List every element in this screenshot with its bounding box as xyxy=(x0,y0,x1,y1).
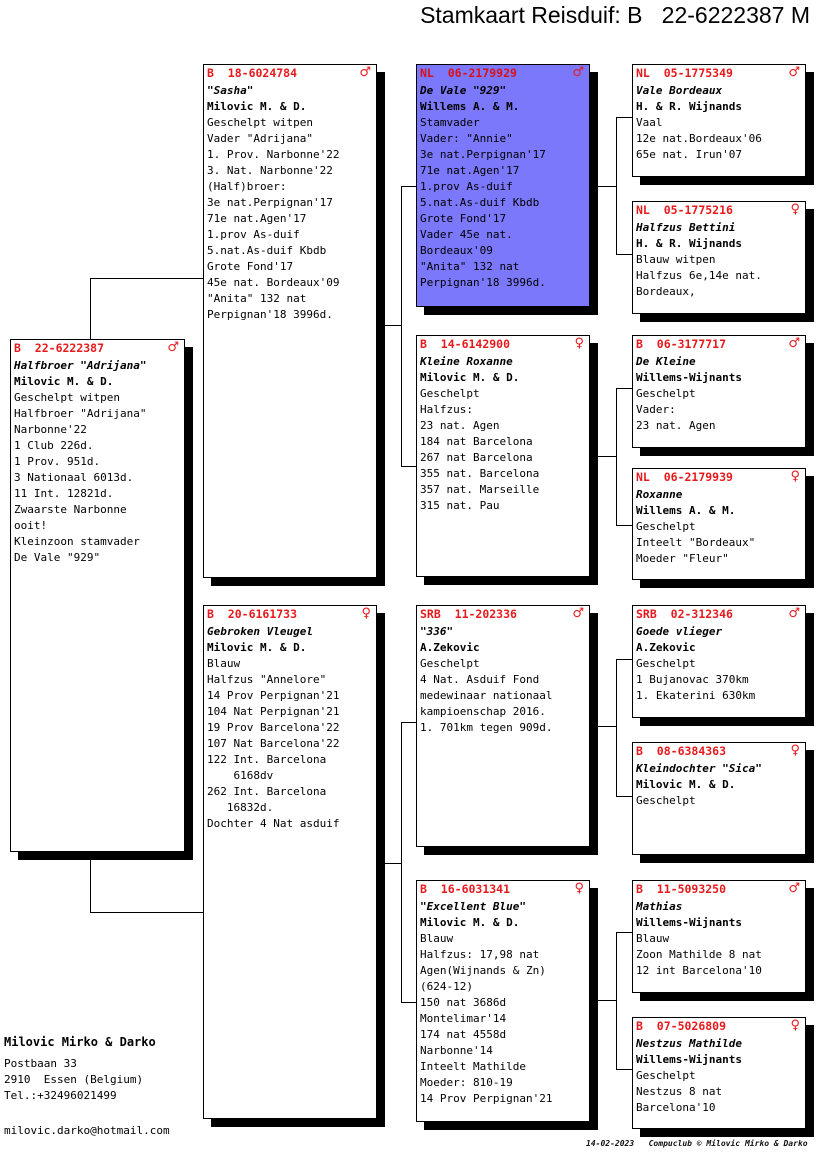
connector-line xyxy=(616,659,632,660)
card-header xyxy=(420,882,585,896)
connector-line xyxy=(590,1000,616,1001)
pigeon-detail-line: Vader: xyxy=(636,403,676,416)
pigeon-name: Gebroken Vleugel xyxy=(207,625,313,638)
pigeon-detail-line: Perpignan'18 3996d. xyxy=(420,276,546,289)
pigeon-detail-line: 6168dv xyxy=(207,769,274,782)
pigeon-detail-line: Geschelpt xyxy=(636,1069,696,1082)
pigeon-detail-line: 1. 701km tegen 909d. xyxy=(420,721,553,734)
connector-line xyxy=(401,186,417,187)
pigeon-detail-line: Perpignan'18 3996d. xyxy=(207,308,333,321)
pigeon-detail-line: Moeder "Fleur" xyxy=(636,552,729,565)
pigeon-detail-line: Halfzus 6e,14e nat. xyxy=(636,269,762,282)
pigeon-name: "Sasha" xyxy=(207,84,254,97)
pigeon-detail-line: Vader: "Annie" xyxy=(420,132,513,145)
card-header xyxy=(636,337,801,351)
pigeon-detail-line: (Half)broer: xyxy=(207,180,287,193)
connector-line xyxy=(376,863,401,864)
pigeon-detail-line: 23 nat. Agen xyxy=(420,419,500,432)
pigeon-detail-line: Vader "Adrijana" xyxy=(207,132,313,145)
pigeon-detail-line: Agen(Wijnands & Zn) xyxy=(420,964,546,977)
connector-line xyxy=(376,325,401,326)
pigeon-card-subject[interactable] xyxy=(10,339,185,852)
pigeon-owner: A.Zekovic xyxy=(636,641,696,654)
pigeon-detail-line: 104 Nat Perpignan'21 xyxy=(207,705,340,718)
pigeon-card-ff-father[interactable] xyxy=(632,64,806,177)
connector-line xyxy=(616,932,632,933)
female-symbol-icon: ♀ xyxy=(574,881,584,896)
country-code: SRB xyxy=(420,607,441,621)
pigeon-detail-line: 1 Bujanovac 370km xyxy=(636,673,749,686)
page-title: Stamkaart Reisduif: B 22-6222387 M xyxy=(420,2,810,28)
card-header xyxy=(636,744,801,758)
card-header xyxy=(636,66,801,80)
pigeon-detail-line: Vaal xyxy=(636,116,663,129)
male-symbol-icon: ♂ xyxy=(788,606,800,621)
pigeon-detail-line: medewinaar nationaal xyxy=(420,689,553,702)
pigeon-card-mother-father[interactable] xyxy=(416,605,590,847)
pigeon-detail-line: Geschelpt xyxy=(636,387,696,400)
connector-line xyxy=(616,1069,632,1070)
pigeon-card-mother[interactable] xyxy=(203,605,377,1119)
pigeon-detail-line: 122 Int. Barcelona xyxy=(207,753,327,766)
pigeon-card-mm-mother[interactable] xyxy=(632,1017,806,1129)
ring-number: 05-1775216 xyxy=(663,203,733,217)
breeder-name: Milovic Mirko & Darko xyxy=(4,1035,156,1049)
pigeon-owner: Milovic M. & D. xyxy=(207,641,307,654)
pigeon-owner: Milovic M. & D. xyxy=(420,371,520,384)
ring-number: 11-202336 xyxy=(454,607,517,621)
pigeon-name: Kleine Roxanne xyxy=(420,355,513,368)
connector-line xyxy=(616,117,632,118)
connector-line xyxy=(90,912,205,913)
country-code: B xyxy=(636,882,643,896)
ring-number: 11-5093250 xyxy=(656,882,727,896)
ring-number: 07-5026809 xyxy=(656,1019,727,1033)
connector-line xyxy=(590,456,616,457)
pigeon-detail-line: 19 Prov Barcelona'22 xyxy=(207,721,340,734)
pigeon-detail-line: Blauw witpen xyxy=(636,253,716,266)
pigeon-detail-line: Halfbroer "Adrijana" xyxy=(14,407,147,420)
pigeon-detail-line: Halfzus: 17,98 nat xyxy=(420,948,540,961)
country-code: SRB xyxy=(636,607,657,621)
footer-credit: 14-02-2023 Compuclub © Milovic Mirko & Darko xyxy=(586,1139,808,1148)
card-header xyxy=(207,607,372,621)
pigeon-detail-line: ooit! xyxy=(14,519,48,532)
pigeon-detail-line: 357 nat. Marseille xyxy=(420,483,540,496)
female-symbol-icon: ♀ xyxy=(790,743,800,758)
male-symbol-icon: ♂ xyxy=(788,65,800,80)
pigeon-detail-line: Dochter 4 Nat asduif xyxy=(207,817,340,830)
pigeon-detail-line: "Anita" 132 nat xyxy=(420,260,520,273)
pigeon-detail-line: 150 nat 3686d xyxy=(420,996,507,1009)
pigeon-name: Kleindochter "Sica" xyxy=(636,762,762,775)
pigeon-card-mf-father[interactable] xyxy=(632,605,806,718)
pigeon-detail-line: Moeder: 810-19 xyxy=(420,1076,513,1089)
female-symbol-icon: ♀ xyxy=(574,336,584,351)
pigeon-detail-line: Grote Fond'17 xyxy=(420,212,507,225)
ring-number: 22-6222387 xyxy=(34,341,105,355)
country-code: B xyxy=(207,66,214,80)
pigeon-owner: Willems A. & M. xyxy=(636,504,736,517)
pigeon-detail-line: Geschelpt xyxy=(636,520,696,533)
pigeon-detail-line: "Anita" 132 nat xyxy=(207,292,307,305)
card-header xyxy=(420,66,585,80)
connector-line xyxy=(401,466,417,467)
ring-number: 18-6024784 xyxy=(227,66,298,80)
country-code: B xyxy=(420,337,427,351)
card-header xyxy=(420,337,585,351)
pigeon-name: De Kleine xyxy=(636,355,696,368)
card-header xyxy=(636,607,801,621)
connector-line xyxy=(401,722,402,1003)
pigeon-detail-line: Geschelpt xyxy=(636,657,696,670)
breeder-email[interactable]: milovic.darko@hotmail.com xyxy=(4,1124,170,1137)
pigeon-owner: H. & R. Wijnands xyxy=(636,237,742,250)
pigeon-detail-line: Geschelpt xyxy=(420,657,480,670)
pigeon-detail-line: Barcelona'10 xyxy=(636,1101,716,1114)
pigeon-owner: Willems A. & M. xyxy=(420,100,520,113)
pigeon-detail-line: 174 nat 4558d xyxy=(420,1028,507,1041)
pigeon-detail-line: Blauw xyxy=(207,657,241,670)
pigeon-name: Vale Bordeaux xyxy=(636,84,723,97)
pigeon-owner: Milovic M. & D. xyxy=(14,375,114,388)
pigeon-detail-line: 355 nat. Barcelona xyxy=(420,467,540,480)
connector-line xyxy=(90,852,91,912)
country-code: B xyxy=(207,607,214,621)
pigeon-name: Halfbroer "Adrijana" xyxy=(14,359,147,372)
pigeon-name: Goede vlieger xyxy=(636,625,723,638)
ring-number: 08-6384363 xyxy=(656,744,727,758)
pigeon-detail-line: Vader 45e nat. xyxy=(420,228,513,241)
pigeon-card-mf-mother[interactable] xyxy=(632,742,806,855)
pigeon-detail-line: 16832d. xyxy=(207,801,274,814)
connector-line xyxy=(616,117,617,255)
pigeon-detail-line: 262 Int. Barcelona xyxy=(207,785,327,798)
connector-line xyxy=(590,726,616,727)
pigeon-name: Roxanne xyxy=(636,488,683,501)
pigeon-detail-line: Bordeaux, xyxy=(636,285,696,298)
card-header xyxy=(636,203,801,217)
pigeon-detail-line: 3e nat.Perpignan'17 xyxy=(207,196,333,209)
pigeon-detail-line: 45e nat. Bordeaux'09 xyxy=(207,276,340,289)
pigeon-detail-line: Inteelt Mathilde xyxy=(420,1060,526,1073)
ring-number: 20-6161733 xyxy=(227,607,298,621)
pigeon-detail-line: 5.nat.As-duif Kbdb xyxy=(420,196,540,209)
pigeon-detail-line: Blauw xyxy=(636,932,670,945)
country-code: B xyxy=(636,1019,643,1033)
pigeon-detail-line: 71e nat.Agen'17 xyxy=(420,164,520,177)
country-code: NL xyxy=(636,203,650,217)
pigeon-detail-line: 1 Prov. 951d. xyxy=(14,455,101,468)
pigeon-card-ff-mother[interactable] xyxy=(632,201,806,314)
pigeon-detail-line: 12 int Barcelona'10 xyxy=(636,964,762,977)
pigeon-owner: Milovic M. & D. xyxy=(636,778,736,791)
pigeon-detail-line: (624-12) xyxy=(420,980,473,993)
male-symbol-icon: ♂ xyxy=(572,606,584,621)
pigeon-detail-line: 1. Prov. Narbonne'22 xyxy=(207,148,340,161)
connector-line xyxy=(616,388,632,389)
ring-number: 06-2179939 xyxy=(663,470,733,484)
pigeon-detail-line: 4 Nat. Asduif Fond xyxy=(420,673,540,686)
pigeon-detail-line: Inteelt "Bordeaux" xyxy=(636,536,756,549)
pigeon-detail-line: 11 Int. 12821d. xyxy=(14,487,114,500)
pigeon-card-mother-mother[interactable] xyxy=(416,880,590,1122)
pigeon-detail-line: Narbonne'14 xyxy=(420,1044,493,1057)
connector-line xyxy=(616,659,617,797)
pigeon-detail-line: 3e nat.Perpignan'17 xyxy=(420,148,546,161)
country-code: NL xyxy=(636,66,650,80)
pigeon-detail-line: Blauw xyxy=(420,932,454,945)
pigeon-detail-line: Zoon Mathilde 8 nat xyxy=(636,948,762,961)
pigeon-owner: Willems-Wijnants xyxy=(636,371,742,384)
female-symbol-icon: ♀ xyxy=(361,606,371,621)
male-symbol-icon: ♂ xyxy=(788,336,800,351)
pigeon-detail-line: 1. Ekaterini 630km xyxy=(636,689,756,702)
connector-line xyxy=(616,254,632,255)
country-code: B xyxy=(420,882,427,896)
pigeon-card-fm-mother[interactable] xyxy=(632,468,806,580)
connector-line xyxy=(616,932,617,1070)
card-header xyxy=(14,341,180,355)
card-header xyxy=(207,66,372,80)
female-symbol-icon: ♀ xyxy=(790,202,800,217)
pigeon-detail-line: Geschelpt xyxy=(636,794,696,807)
pigeon-detail-line: Halfzus "Annelore" xyxy=(207,673,327,686)
pigeon-detail-line: 267 nat Barcelona xyxy=(420,451,533,464)
pigeon-detail-line: Geschelpt witpen xyxy=(207,116,313,129)
pigeon-detail-line: 1.prov As-duif xyxy=(207,228,300,241)
ring-number: 06-2179929 xyxy=(447,66,517,80)
pigeon-detail-line: 14 Prov Perpignan'21 xyxy=(207,689,340,702)
pigeon-owner: Willems-Wijnants xyxy=(636,1053,742,1066)
pigeon-detail-line: 65e nat. Irun'07 xyxy=(636,148,742,161)
pigeon-detail-line: Narbonne'22 xyxy=(14,423,87,436)
pigeon-detail-line: 3 Nationaal 6013d. xyxy=(14,471,134,484)
pigeon-detail-line: kampioenschap 2016. xyxy=(420,705,546,718)
breeder-address-city: 2910 Essen (Belgium) xyxy=(4,1073,144,1086)
pigeon-detail-line: Zwaarste Narbonne xyxy=(14,503,127,516)
pigeon-owner: A.Zekovic xyxy=(420,641,480,654)
female-symbol-icon: ♀ xyxy=(790,469,800,484)
pigeon-detail-line: Kleinzoon stamvader xyxy=(14,535,140,548)
pigeon-detail-line: 1.prov As-duif xyxy=(420,180,513,193)
pigeon-detail-line: Stamvader xyxy=(420,116,480,129)
pigeon-owner: Willems-Wijnants xyxy=(636,916,742,929)
pigeon-detail-line: Geschelpt witpen xyxy=(14,391,120,404)
connector-line xyxy=(90,278,205,279)
pigeon-detail-line: 315 nat. Pau xyxy=(420,499,500,512)
pigeon-detail-line: 5.nat.As-duif Kbdb xyxy=(207,244,327,257)
pigeon-name: "Excellent Blue" xyxy=(420,900,526,913)
pigeon-detail-line: 14 Prov Perpignan'21 xyxy=(420,1092,553,1105)
country-code: B xyxy=(14,341,21,355)
pigeon-detail-line: 23 nat. Agen xyxy=(636,419,716,432)
pigeon-detail-line: 1 Club 226d. xyxy=(14,439,94,452)
country-code: B xyxy=(636,744,643,758)
male-symbol-icon: ♂ xyxy=(167,340,179,355)
pigeon-detail-line: 3. Nat. Narbonne'22 xyxy=(207,164,333,177)
connector-line xyxy=(590,186,616,187)
connector-line xyxy=(616,525,632,526)
pigeon-detail-line: De Vale "929" xyxy=(14,551,101,564)
country-code: NL xyxy=(420,66,434,80)
country-code: NL xyxy=(636,470,650,484)
connector-line xyxy=(401,1002,417,1003)
card-header xyxy=(636,1019,801,1033)
pigeon-name: "336" xyxy=(420,625,454,638)
pigeon-detail-line: 12e nat.Bordeaux'06 xyxy=(636,132,762,145)
ring-number: 02-312346 xyxy=(670,607,733,621)
connector-line xyxy=(401,186,402,467)
pigeon-detail-line: Geschelpt xyxy=(420,387,480,400)
pigeon-card-father-father[interactable] xyxy=(416,64,590,307)
male-symbol-icon: ♂ xyxy=(572,65,584,80)
connector-line xyxy=(616,796,632,797)
breeder-block xyxy=(4,1034,156,1104)
country-code: B xyxy=(636,337,643,351)
ring-number: 05-1775349 xyxy=(663,66,733,80)
male-symbol-icon: ♂ xyxy=(788,881,800,896)
connector-line xyxy=(401,722,417,723)
pigeon-detail-line: Halfzus: xyxy=(420,403,473,416)
card-header xyxy=(636,470,801,484)
connector-line xyxy=(90,278,91,340)
pigeon-card-father-mother[interactable] xyxy=(416,335,590,577)
pigeon-detail-line: 184 nat Barcelona xyxy=(420,435,533,448)
ring-number: 14-6142900 xyxy=(440,337,511,351)
pigeon-detail-line: Montelimar'14 xyxy=(420,1012,507,1025)
card-header xyxy=(636,882,801,896)
pigeon-detail-line: 71e nat.Agen'17 xyxy=(207,212,307,225)
breeder-address-street: Postbaan 33 xyxy=(4,1057,77,1070)
pigeon-owner: H. & R. Wijnands xyxy=(636,100,742,113)
pigeon-name: Mathias xyxy=(636,900,683,913)
card-header xyxy=(420,607,585,621)
pigeon-detail-line: Nestzus 8 nat xyxy=(636,1085,723,1098)
pigeon-detail-line: 107 Nat Barcelona'22 xyxy=(207,737,340,750)
pigeon-owner: Milovic M. & D. xyxy=(207,100,307,113)
breeder-phone: Tel.:+32496021499 xyxy=(4,1089,117,1102)
pigeon-card-father[interactable] xyxy=(203,64,377,578)
connector-line xyxy=(616,388,617,526)
pigeon-name: Nestzus Mathilde xyxy=(636,1037,742,1050)
ring-number: 06-3177717 xyxy=(656,337,727,351)
male-symbol-icon: ♂ xyxy=(359,65,371,80)
pigeon-name: De Vale "929" xyxy=(420,84,507,97)
pigeon-detail-line: Grote Fond'17 xyxy=(207,260,294,273)
pigeon-detail-line: Bordeaux'09 xyxy=(420,244,493,257)
pigeon-card-fm-father[interactable] xyxy=(632,335,806,448)
ring-number: 16-6031341 xyxy=(440,882,511,896)
pigeon-card-mm-father[interactable] xyxy=(632,880,806,993)
pigeon-name: Halfzus Bettini xyxy=(636,221,736,234)
pigeon-owner: Milovic M. & D. xyxy=(420,916,520,929)
female-symbol-icon: ♀ xyxy=(790,1018,800,1033)
